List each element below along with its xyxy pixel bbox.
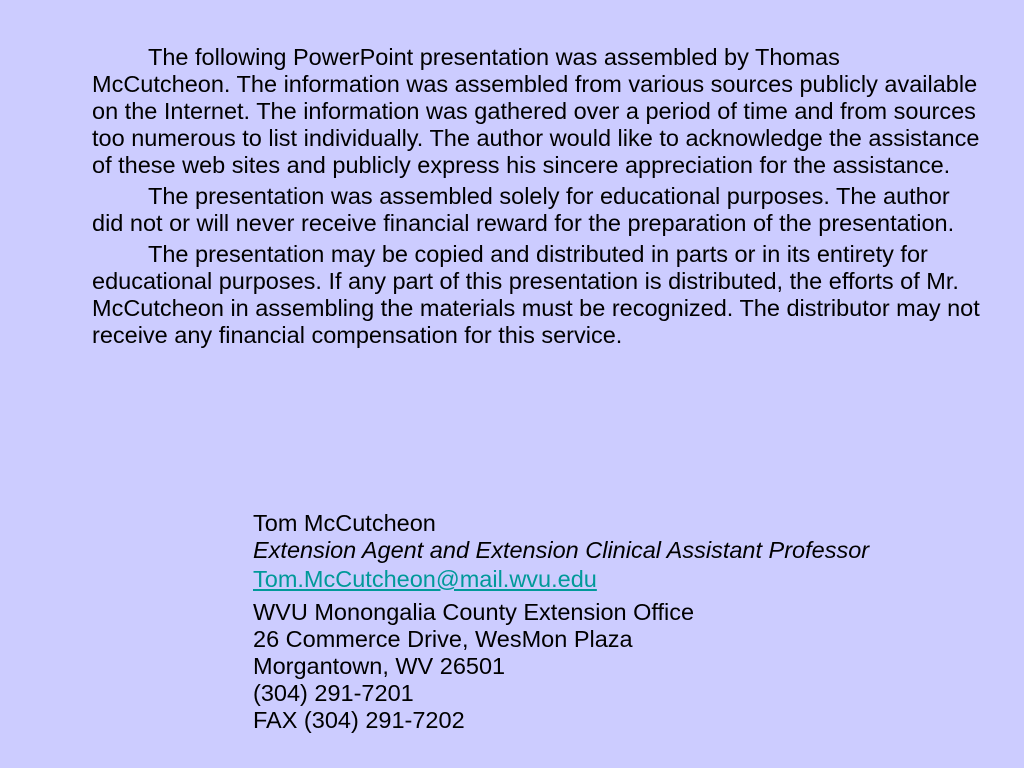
contact-email-link[interactable]: Tom.McCutcheon@mail.wvu.edu: [253, 566, 597, 592]
contact-block: [92, 510, 982, 734]
disclaimer-text: [92, 44, 982, 353]
disclaimer-paragraph-3: The presentation may be copied and distributed in parts or in its entirety for educational purposes. If any part of this presentation is distributed, the efforts of Mr. McCutcheon in assembling the materials must be recognized. The distributor may not receive any financial compensation for this service.: [92, 241, 980, 348]
contact-office: WVU Monongalia County Extension Office: [253, 599, 695, 625]
contact-address-line-2: Morgantown, WV 26501: [253, 653, 506, 679]
contact-title: Extension Agent and Extension Clinical Assistant Professor: [253, 537, 870, 563]
contact-email-line: [92, 566, 982, 593]
contact-name: Tom McCutcheon: [253, 510, 436, 536]
disclaimer-paragraph-2: The presentation was assembled solely for educational purposes. The author did not or will never receive financial reward for the preparation of the presentation.: [92, 183, 955, 236]
contact-address-line-1: 26 Commerce Drive, WesMon Plaza: [253, 626, 633, 652]
contact-fax: FAX (304) 291-7202: [253, 707, 465, 733]
contact-phone: (304) 291-7201: [253, 680, 414, 706]
disclaimer-paragraph-1: The following PowerPoint presentation was assembled by Thomas McCutcheon. The information was assembled from various sources publicly available on the Internet. The information was gathered over a period of time and from sources too numerous to list individually. The author would like to acknowledge the assistance of these web sites and publicly express his sincere appreciation for the assistance.: [92, 44, 980, 178]
